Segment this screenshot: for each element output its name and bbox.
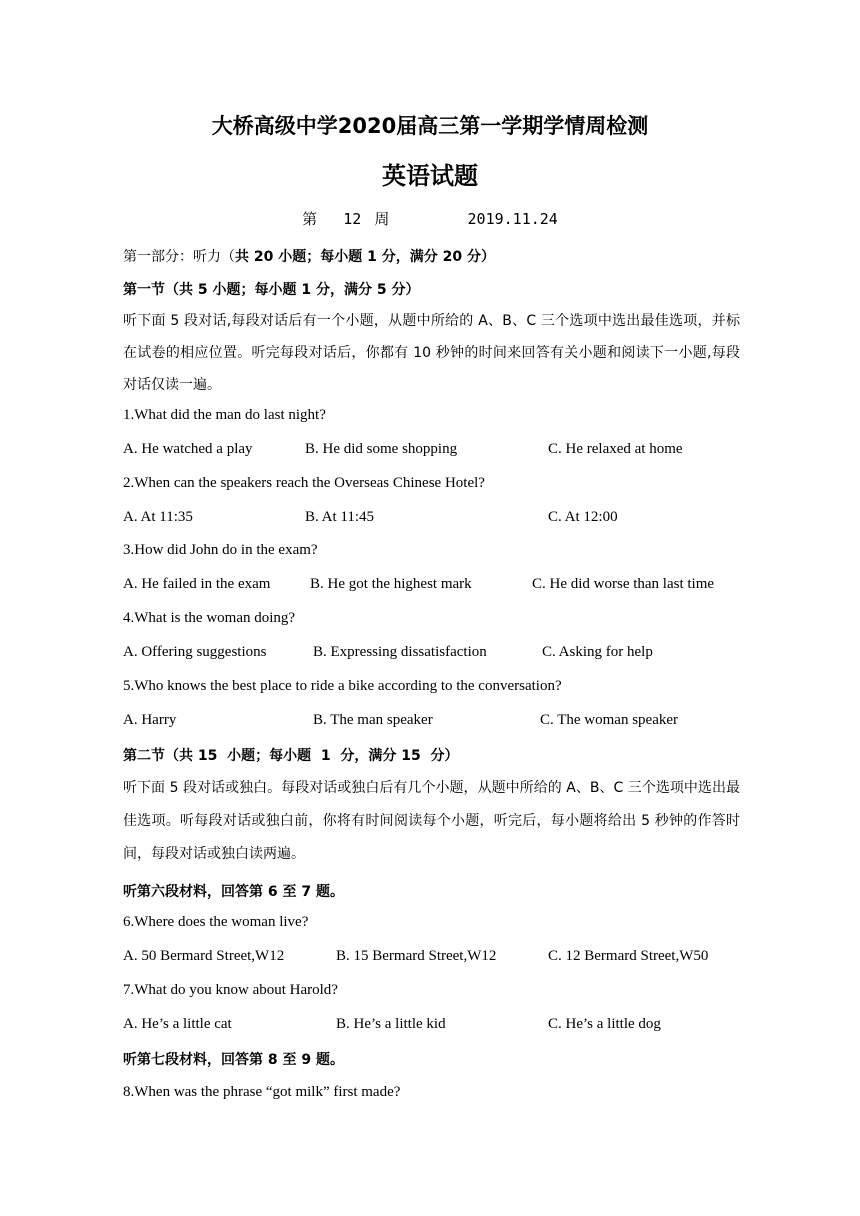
part1-label: 第一部分：听力（ xyxy=(123,249,235,265)
q4-option-a: A. Offering suggestions xyxy=(123,644,267,660)
question-1: 1.What did the man do last night? xyxy=(123,407,326,423)
q6-option-b: B. 15 Bermard Street,W12 xyxy=(336,948,497,964)
section2-instructions: 听下面 5 段对话或独白。每段对话或独白后有几个小题，从题中所给的 A、B、C 三个选项中选出最佳选项。听每段对话或独白前，你将有时间阅读每个小题，听完后，每小题将给出 5 秒钟的作答时间，每段对话或独白读两遍。 xyxy=(123,780,740,862)
section1-instructions: 听下面 5 段对话,每段对话后有一个小题，从题中所给的 A、B、C 三个选项中选出最佳选项，并标在试卷的相应位置。听完每段对话后，你都有 10 秒钟的时间来回答有关小题和阅读下一小题,每段对话仅读一遍。 xyxy=(123,313,740,393)
part1-heading xyxy=(123,246,495,266)
question-2: 2.When can the speakers reach the Overseas Chinese Hotel? xyxy=(123,475,485,491)
q5-option-a: A. Harry xyxy=(123,712,177,728)
q3-option-a: A. He failed in the exam xyxy=(123,576,271,592)
q5-option-c: C. The woman speaker xyxy=(540,712,679,728)
q4-option-b: B. Expressing dissatisfaction xyxy=(313,644,487,660)
part1-scoring: 共 20 小题；每小题 1 分，满分 20 分） xyxy=(235,249,495,265)
question-7: 7.What do you know about Harold? xyxy=(123,982,338,998)
exam-title: 大桥高级中学2020届高三第一学期学情周检测 xyxy=(211,114,649,138)
section2-heading: 第二节（共 15 小题；每小题 1 分，满分 15 分） xyxy=(123,748,459,764)
exam-subtitle: 英语试题 xyxy=(382,162,478,190)
q2-option-c: C. At 12:00 xyxy=(548,509,618,525)
q1-option-b: B. He did some shopping xyxy=(305,441,458,457)
question-8: 8.When was the phrase “got milk” first made? xyxy=(123,1084,401,1100)
q3-option-b: B. He got the highest mark xyxy=(310,576,472,592)
q7-option-a: A. He’s a little cat xyxy=(123,1016,232,1032)
q4-option-c: C. Asking for help xyxy=(542,644,653,660)
q6-option-c: C. 12 Bermard Street,W50 xyxy=(548,948,709,964)
question-3: 3.How did John do in the exam? xyxy=(123,542,318,558)
q7-option-b: B. He’s a little kid xyxy=(336,1016,446,1032)
question-6: 6.Where does the woman live? xyxy=(123,914,309,930)
material-6-label: 听第六段材料，回答第 6 至 7 题。 xyxy=(123,884,344,900)
q5-option-b: B. The man speaker xyxy=(313,712,433,728)
week-date-line: 第 12 周 2019.11.24 xyxy=(302,210,558,228)
q7-option-c: C. He’s a little dog xyxy=(548,1016,661,1032)
material-7-label: 听第七段材料，回答第 8 至 9 题。 xyxy=(123,1052,344,1068)
q6-option-a: A. 50 Bermard Street,W12 xyxy=(123,948,285,964)
q2-option-b: B. At 11:45 xyxy=(305,509,375,525)
q1-option-a: A. He watched a play xyxy=(123,441,253,457)
question-5: 5.Who knows the best place to ride a bike according to the conversation? xyxy=(123,678,562,694)
question-4: 4.What is the woman doing? xyxy=(123,610,296,626)
q1-option-c: C. He relaxed at home xyxy=(548,441,683,457)
q3-option-c: C. He did worse than last time xyxy=(532,576,715,592)
section1-heading: 第一节（共 5 小题；每小题 1 分，满分 5 分） xyxy=(123,282,420,298)
q2-option-a: A. At 11:35 xyxy=(123,509,193,525)
